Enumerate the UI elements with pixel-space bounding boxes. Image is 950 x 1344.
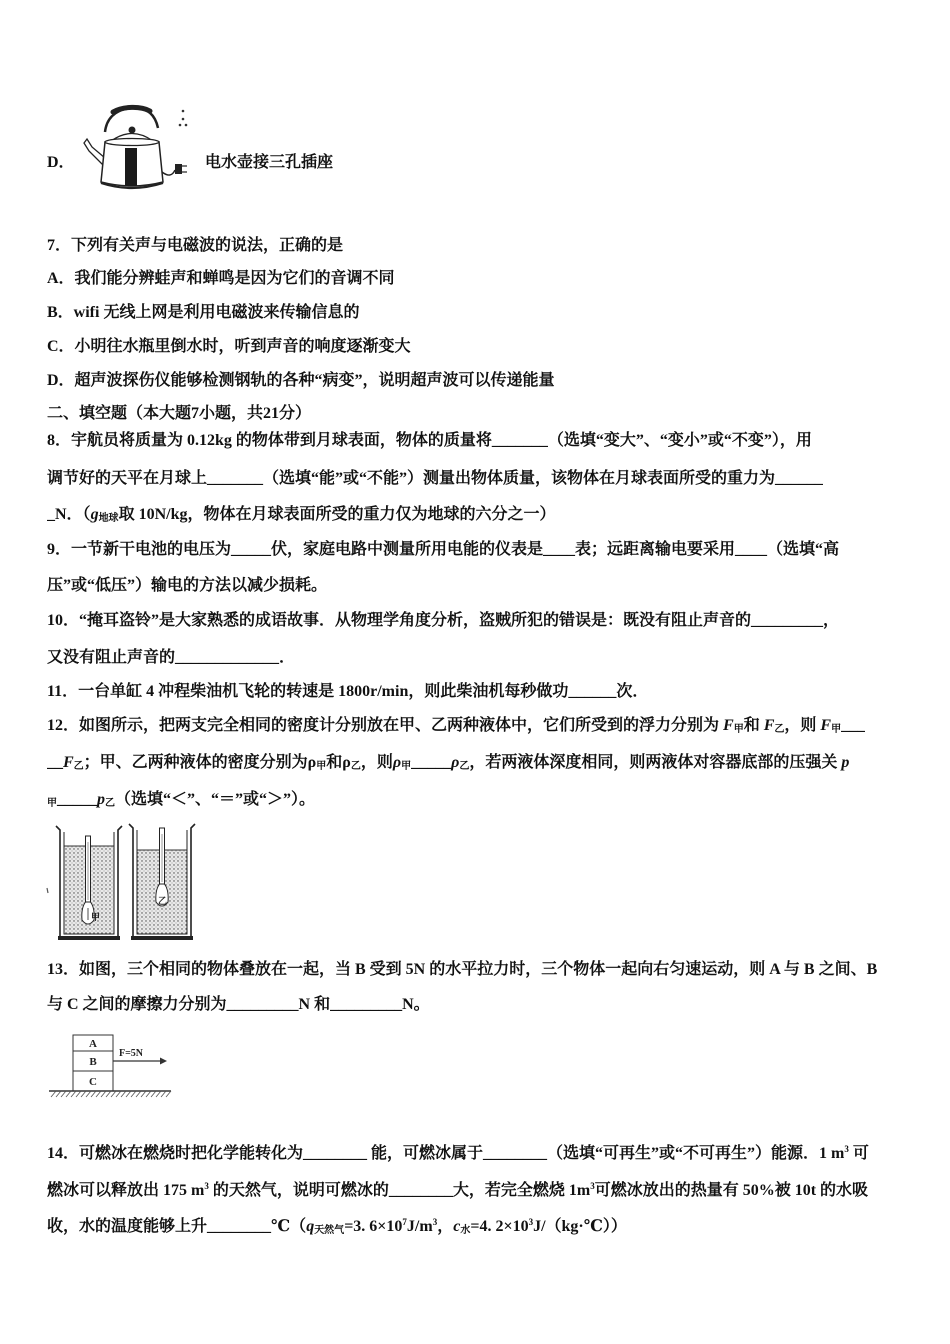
- variable-rho: ρ: [392, 754, 402, 771]
- force-label: F=5N: [119, 1048, 144, 1059]
- q14-text: =4. 2×10: [470, 1218, 529, 1235]
- subscript-yi: 乙: [73, 761, 84, 772]
- variable-g: g: [90, 506, 99, 523]
- q12-line-2: [47, 753, 849, 777]
- q10-line-2: 又没有阻止声音的_____________．: [47, 649, 296, 666]
- variable-f: F: [820, 717, 832, 734]
- q14-text: 燃冰可以释放出 175 m: [47, 1182, 205, 1199]
- subscript-jia: 甲: [831, 724, 842, 735]
- q7-stem: 7．下列有关声与电磁波的说法，正确的是: [47, 237, 344, 254]
- q8-line-1: 8．宇航员将质量为 0.12kg 的物体带到月球表面，物体的质量将_______（选填“变大”、“变小”或“不变”），用: [47, 432, 812, 449]
- variable-p: p: [841, 754, 850, 771]
- q12-text: 和: [743, 717, 764, 734]
- q12-text: ，若两液体深度相同，则两液体对容器底部的压强关: [469, 754, 842, 771]
- section-2-title: 二、填空题（本大题7小题，共21分）: [47, 405, 312, 422]
- subscript-jia: 甲: [733, 724, 744, 735]
- superscript-3: 3: [844, 1144, 849, 1154]
- answer-blank: _____: [57, 791, 97, 808]
- subscript-water: 水: [460, 1225, 471, 1236]
- beaker-right: [129, 824, 195, 940]
- q7-option-c: C．小明往水瓶里倒水时，听到声音的响度逐渐变大: [47, 338, 411, 355]
- q13-line-1: 13．如图，三个相同的物体叠放在一起，当 B 受到 5N 的水平拉力时，三个物体一起向右匀速运动，则 A 与 B 之间、B: [47, 961, 878, 978]
- answer-blank: _____: [411, 754, 452, 771]
- subscript-natural-gas: 天然气: [314, 1225, 345, 1236]
- socket-dots-icon: [179, 110, 188, 127]
- label-jia: 甲: [91, 912, 101, 922]
- q12-text: 和ρ: [326, 754, 351, 771]
- superscript-7: 7: [402, 1217, 407, 1227]
- variable-q: q: [306, 1218, 315, 1235]
- subscript-jia: 甲: [316, 761, 327, 772]
- block-a-label: A: [89, 1038, 97, 1050]
- q12-text: （选填“＜”、“＝”或“＞”）。: [115, 791, 316, 808]
- q9-line-1: 9．一节新干电池的电压为_____伏，家庭电路中测量所用电能的仪表是____表；远距离输电要采用____（选填“高: [47, 541, 840, 558]
- subscript-yi: 乙: [459, 761, 470, 772]
- hydrometer-beakers-figure: [45, 820, 205, 948]
- scan-mark: [47, 888, 48, 893]
- subscript-jia: 甲: [47, 798, 57, 809]
- variable-f: F: [723, 717, 734, 734]
- q14-text: 可: [848, 1145, 869, 1162]
- q6-option-d-label: D．: [47, 154, 75, 171]
- q7-option-b: B．wifi 无线上网是利用电磁波来传输信息的: [47, 304, 360, 321]
- subscript-jia: 甲: [401, 761, 412, 772]
- q10-line-1: 10．“掩耳盗铃”是大家熟悉的成语故事．从物理学角度分析，盗贼所犯的错误是：既没有阻止声音的_________，: [47, 612, 840, 629]
- superscript-3: 3: [590, 1181, 595, 1191]
- label-yi: 乙: [158, 896, 168, 906]
- q8-line-3: [47, 505, 555, 529]
- q7-option-d: D．超声波探伤仪能够检测钢轨的各种“病变”，说明超声波可以传递能量: [47, 372, 555, 389]
- variable-f: F: [63, 754, 74, 771]
- q14-text: 14．可燃冰在燃烧时把化学能转化为________ 能，可燃冰属于________（选填“可再生”或“不可再生”）能源．1 m: [47, 1145, 845, 1162]
- q9-line-2: 压”或“低压”）输电的方法以减少损耗。: [47, 577, 328, 594]
- three-prong-plug-icon: [162, 164, 187, 175]
- q13-line-2: 与 C 之间的摩擦力分别为_________N 和_________N。: [47, 996, 430, 1013]
- beaker-left: [56, 826, 122, 940]
- kettle-body: [101, 139, 163, 189]
- block-c-label: C: [89, 1076, 97, 1088]
- q6-option-d-text: 电水壶接三孔插座: [205, 154, 334, 171]
- variable-rho: ρ: [451, 754, 460, 771]
- q12-text: 12．如图所示，把两支完全相同的密度计分别放在甲、乙两种液体中，它们所受到的浮力分别为: [47, 717, 724, 734]
- q12-text: ，则: [360, 754, 393, 771]
- q14-text: J/m: [406, 1218, 433, 1235]
- q12-text: ；甲、乙两种液体的密度分别为ρ: [83, 754, 317, 771]
- subscript-yi: 乙: [774, 724, 785, 735]
- q8-line-2: 调节好的天平在月球上_______（选填“能”或“不能”）测量出物体质量，该物体在月球表面所受的重力为______: [47, 470, 824, 487]
- ground-surface: [49, 1091, 171, 1097]
- q12-line-1: [47, 716, 865, 740]
- q14-text: 可燃冰放出的热量有 50%被 10t 的水吸: [594, 1182, 869, 1199]
- stacked-blocks-figure: [45, 1025, 175, 1100]
- q12-text: ，则: [784, 717, 821, 734]
- q12-line-3: [47, 790, 315, 814]
- q14-text: =3. 6×10: [344, 1218, 403, 1235]
- subscript-yi: 乙: [350, 761, 361, 772]
- q7-option-a: A．我们能分辨蛙声和蝉鸣是因为它们的音调不同: [47, 270, 395, 287]
- q8-line-3-text: _N．（: [47, 506, 91, 523]
- variable-f: F: [763, 717, 775, 734]
- variable-p: p: [97, 791, 105, 808]
- variable-c: c: [453, 1218, 461, 1235]
- electric-kettle-icon: [75, 100, 195, 195]
- q14-text: 收，水的温度能够上升________℃（: [47, 1218, 307, 1235]
- superscript-3: 3: [528, 1217, 534, 1227]
- answer-blank: ___: [841, 717, 866, 734]
- q14-line-1: [47, 1139, 869, 1164]
- subscript-yi: 乙: [105, 798, 115, 809]
- q14-text: 的天然气，说明可燃冰的________大，若完全燃烧 1m: [208, 1182, 591, 1199]
- q14-line-3: [47, 1212, 627, 1241]
- superscript-3: 3: [432, 1217, 438, 1227]
- q14-text: ，: [437, 1218, 454, 1235]
- q8-line-3-text: 取 10N/kg，物体在月球表面所受的重力仅为地球的六分之一）: [118, 506, 556, 523]
- subscript-earth: 地球: [98, 513, 119, 524]
- superscript-3: 3: [204, 1181, 209, 1191]
- q14-line-2: [47, 1176, 868, 1201]
- block-b-label: B: [89, 1056, 97, 1068]
- answer-blank: __: [47, 754, 63, 771]
- kettle-spout: [84, 139, 105, 165]
- q14-text: J/（kg·℃））: [533, 1218, 627, 1235]
- q11-line-1: 11．一台单缸 4 冲程柴油机飞轮的转速是 1800r/min，则此柴油机每秒做功______次．: [47, 683, 649, 700]
